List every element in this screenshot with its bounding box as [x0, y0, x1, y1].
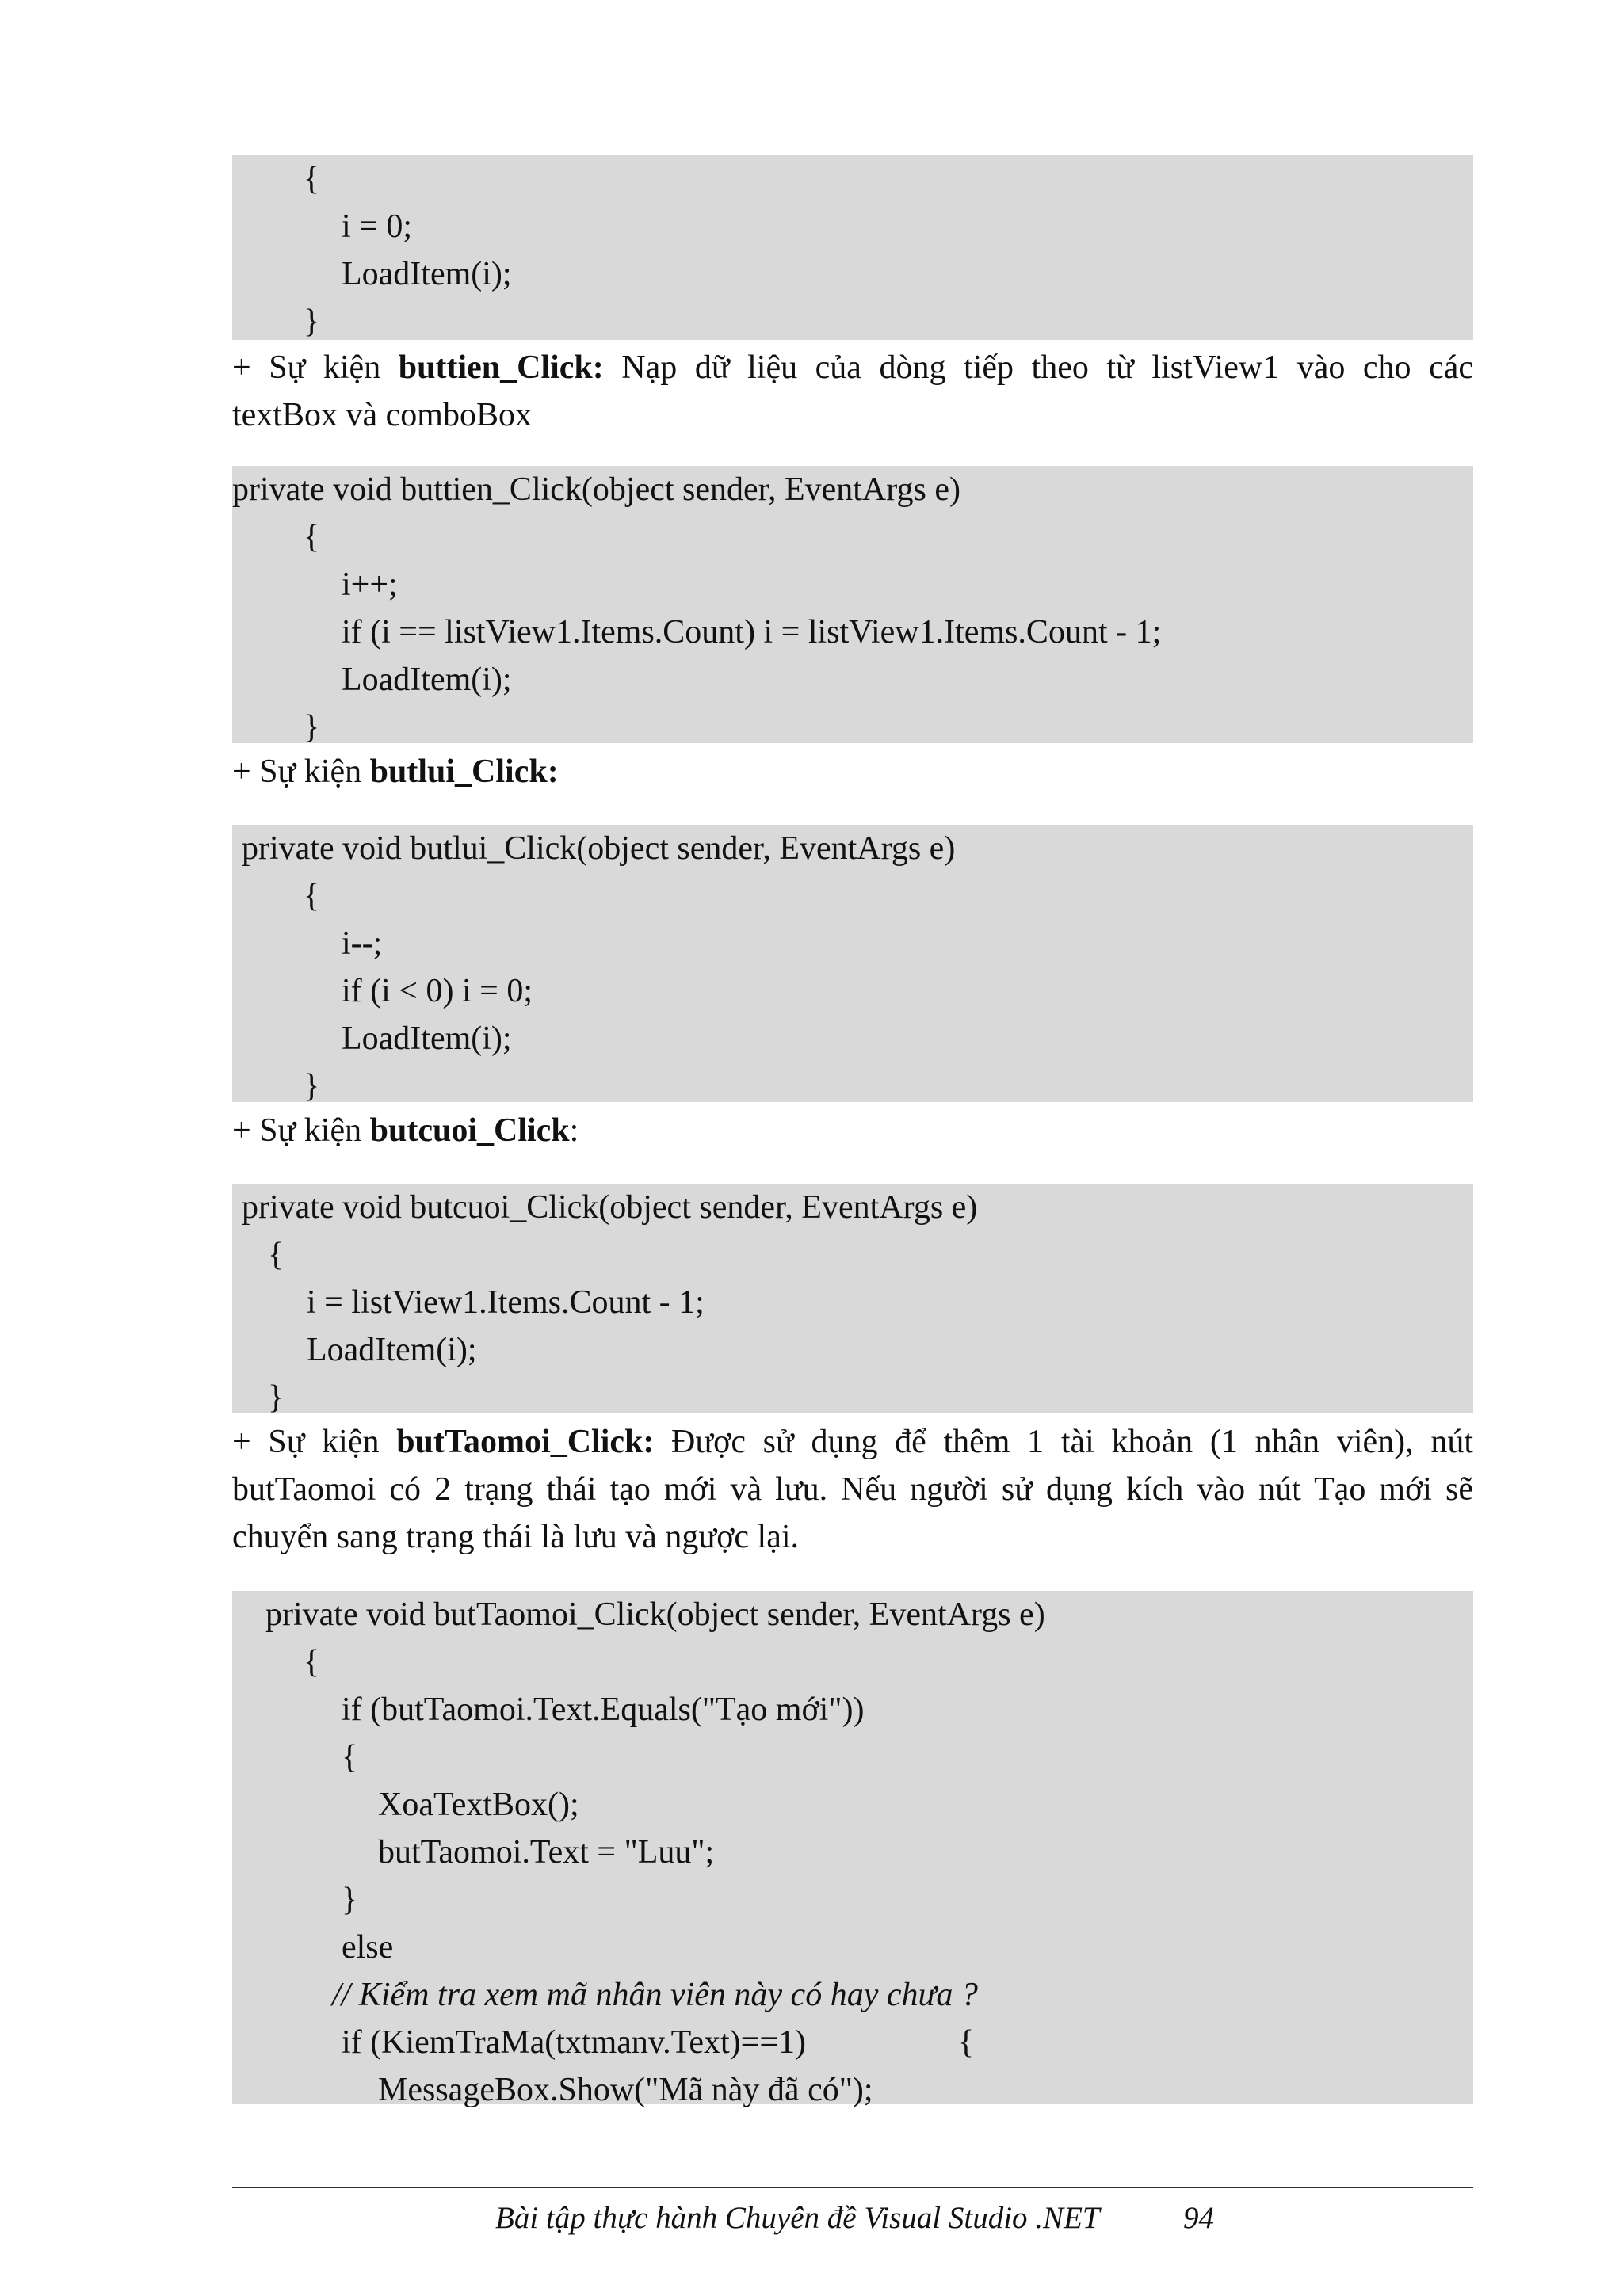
paragraph-butlui	[232, 748, 1473, 795]
event-name: butcuoi_Click	[369, 1112, 570, 1149]
code-line: }	[268, 1379, 285, 1416]
paragraph-buttaomoi	[232, 1418, 1473, 1561]
paragraph-line: + Sự kiện butcuoi_Click:	[232, 1112, 579, 1149]
code-line: {	[268, 1237, 285, 1273]
code-line: i++;	[342, 566, 398, 603]
code-block-1	[232, 155, 1473, 340]
code-line: private void butcuoi_Click(object sender, EventArgs e)	[242, 1189, 978, 1226]
event-name: butTaomoi_Click:	[396, 1424, 655, 1460]
paragraph-line: + Sự kiện butlui_Click:	[232, 753, 559, 790]
code-line: if (i < 0) i = 0;	[342, 973, 533, 1009]
code-line: LoadItem(i);	[342, 1020, 512, 1057]
code-line: private void butTaomoi_Click(object sender, EventArgs e)	[265, 1596, 1045, 1633]
paragraph-line: butTaomoi có 2 trạng thái tạo mới và lưu. Nếu người sử dụng kích vào nút Tạo mới sẽ	[232, 1471, 1473, 1508]
code-comment-line: // Kiểm tra xem mã nhân viên này có hay chưa ?	[332, 1977, 978, 2013]
code-block-2	[232, 466, 1473, 746]
code-line: i--;	[342, 925, 383, 962]
code-block-5	[232, 1591, 1473, 2108]
paragraph-butcuoi	[232, 1107, 1473, 1154]
code-line: i = listView1.Items.Count - 1;	[307, 1284, 705, 1321]
code-line: i = 0;	[342, 208, 413, 245]
code-line: {	[304, 519, 320, 555]
code-line: if (butTaomoi.Text.Equals("Tạo mới"))	[342, 1691, 865, 1728]
code-line: }	[304, 709, 320, 746]
code-line: {	[342, 1739, 358, 1775]
code-line: butTaomoi.Text = "Luu";	[378, 1834, 715, 1871]
code-line: }	[304, 303, 320, 340]
code-line: {	[958, 2024, 975, 2061]
code-line: private void butlui_Click(object sender, EventArgs e)	[242, 830, 956, 867]
code-line: LoadItem(i);	[342, 662, 512, 698]
footer-title: Bài tập thực hành Chuyên đề Visual Studio .NET	[495, 2201, 1100, 2235]
paragraph-line: + Sự kiện buttien_Click: Nạp dữ liệu của dòng tiếp theo từ listView1 vào cho các	[232, 349, 1473, 386]
code-line: LoadItem(i);	[342, 256, 512, 292]
code-line: if (KiemTraMa(txtmanv.Text)==1)	[342, 2024, 807, 2061]
code-block-4	[232, 1184, 1473, 1416]
code-line: }	[304, 1068, 320, 1104]
code-line: private void buttien_Click(object sender, EventArgs e)	[232, 471, 960, 508]
event-name: buttien_Click:	[398, 349, 604, 386]
paragraph-line: chuyển sang trạng thái là lưu và ngược lại.	[232, 1519, 800, 1555]
page-number: 94	[1183, 2201, 1214, 2235]
paragraph-line: textBox và comboBox	[232, 397, 532, 433]
code-line: MessageBox.Show("Mã này đã có");	[378, 2072, 873, 2108]
code-line: }	[342, 1882, 358, 1918]
paragraph-line: + Sự kiện butTaomoi_Click: Được sử dụng để thêm 1 tài khoản (1 nhân viên), nút	[232, 1424, 1473, 1460]
event-name: butlui_Click:	[369, 753, 559, 790]
code-block-3	[232, 825, 1473, 1102]
code-line: {	[304, 1644, 320, 1680]
code-line: LoadItem(i);	[307, 1332, 477, 1368]
code-line: if (i == listView1.Items.Count) i = listView1.Items.Count - 1;	[342, 614, 1162, 650]
code-line: XoaTextBox();	[378, 1787, 579, 1823]
code-line: {	[304, 878, 320, 914]
footer-divider	[232, 2187, 1473, 2188]
code-line: else	[342, 1929, 394, 1966]
paragraph-buttien	[232, 344, 1473, 439]
code-line: {	[304, 161, 320, 197]
